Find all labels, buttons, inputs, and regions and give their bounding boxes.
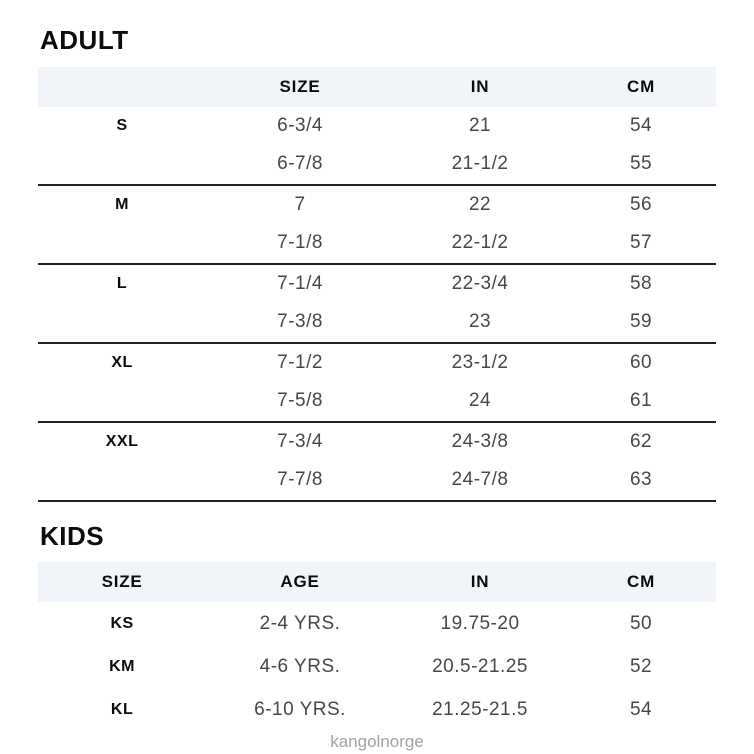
kids-header-age: AGE [280, 572, 320, 592]
cell-in: 21 [468, 114, 492, 136]
cell-cm: 59 [629, 311, 653, 333]
cell-in: 21.25-21.5 [432, 698, 528, 720]
table-row [38, 344, 716, 383]
adult-section [38, 26, 716, 502]
table-row [38, 382, 716, 421]
cell-cm: 61 [629, 390, 653, 412]
table-row [38, 461, 716, 500]
cell-size: 7-1/8 [277, 232, 323, 254]
adult-header-in: IN [470, 76, 490, 96]
cell-in: 21-1/2 [451, 153, 509, 175]
cell-cm: 54 [629, 698, 653, 720]
cell-cm: 56 [629, 193, 653, 215]
cell-cm: 63 [629, 469, 653, 491]
cell-in: 24-3/8 [451, 430, 509, 452]
cell-in: 23-1/2 [451, 351, 509, 373]
kids-section-title: KIDS [40, 520, 105, 551]
table-row [38, 423, 716, 462]
size-label: L [116, 274, 128, 292]
size-label: S [116, 116, 128, 134]
size-label: XXL [105, 432, 139, 450]
cell-size: 7-1/2 [277, 351, 323, 373]
cell-cm: 50 [629, 612, 653, 634]
cell-age: 4-6 YRS. [259, 655, 341, 677]
kids-size-table [38, 562, 716, 731]
cell-in: 24 [468, 390, 492, 412]
cell-in: 19.75-20 [440, 612, 520, 634]
size-group-l [38, 265, 716, 344]
cell-cm: 57 [629, 232, 653, 254]
table-row [38, 107, 716, 146]
table-row [38, 645, 716, 688]
cell-cm: 58 [629, 272, 653, 294]
kids-header-size: SIZE [101, 572, 143, 592]
cell-cm: 52 [629, 655, 653, 677]
cell-size: 7 [294, 193, 306, 215]
cell-size: 6-7/8 [277, 153, 323, 175]
adult-header-row [38, 67, 716, 107]
adult-header-cm: CM [627, 76, 656, 96]
size-group-xxl [38, 423, 716, 502]
size-label: M [115, 195, 129, 213]
brand-watermark: kangolnorge [330, 732, 424, 752]
kids-header-cm: CM [627, 572, 656, 592]
size-label: KL [110, 700, 134, 718]
cell-in: 23 [468, 311, 492, 333]
cell-cm: 55 [629, 153, 653, 175]
cell-cm: 62 [629, 430, 653, 452]
cell-age: 2-4 YRS. [259, 612, 341, 634]
table-row [38, 265, 716, 304]
cell-size: 7-7/8 [277, 469, 323, 491]
cell-size: 6-3/4 [277, 114, 323, 136]
table-row [38, 688, 716, 731]
cell-in: 22-3/4 [451, 272, 509, 294]
cell-size: 7-1/4 [277, 272, 323, 294]
adult-header-size: SIZE [279, 76, 321, 96]
cell-cm: 60 [629, 351, 653, 373]
size-group-m [38, 186, 716, 265]
cell-size: 7-5/8 [277, 390, 323, 412]
size-group-s [38, 107, 716, 186]
kids-section [38, 522, 716, 732]
table-row [38, 224, 716, 263]
size-label: KM [109, 657, 136, 675]
cell-in: 22 [468, 193, 492, 215]
table-row [38, 303, 716, 342]
cell-size: 7-3/8 [277, 311, 323, 333]
size-group-xl [38, 344, 716, 423]
table-row [38, 186, 716, 225]
table-row [38, 145, 716, 184]
cell-cm: 54 [629, 114, 653, 136]
table-row [38, 602, 716, 645]
cell-age: 6-10 YRS. [254, 698, 346, 720]
cell-in: 24-7/8 [451, 469, 509, 491]
cell-in: 22-1/2 [451, 232, 509, 254]
kids-header-row [38, 562, 716, 602]
cell-size: 7-3/4 [277, 430, 323, 452]
adult-size-table [38, 67, 716, 502]
kids-header-in: IN [470, 572, 490, 592]
adult-section-title: ADULT [40, 25, 129, 55]
size-label: KS [110, 614, 134, 632]
cell-in: 20.5-21.25 [432, 655, 528, 677]
size-label: XL [111, 353, 133, 371]
